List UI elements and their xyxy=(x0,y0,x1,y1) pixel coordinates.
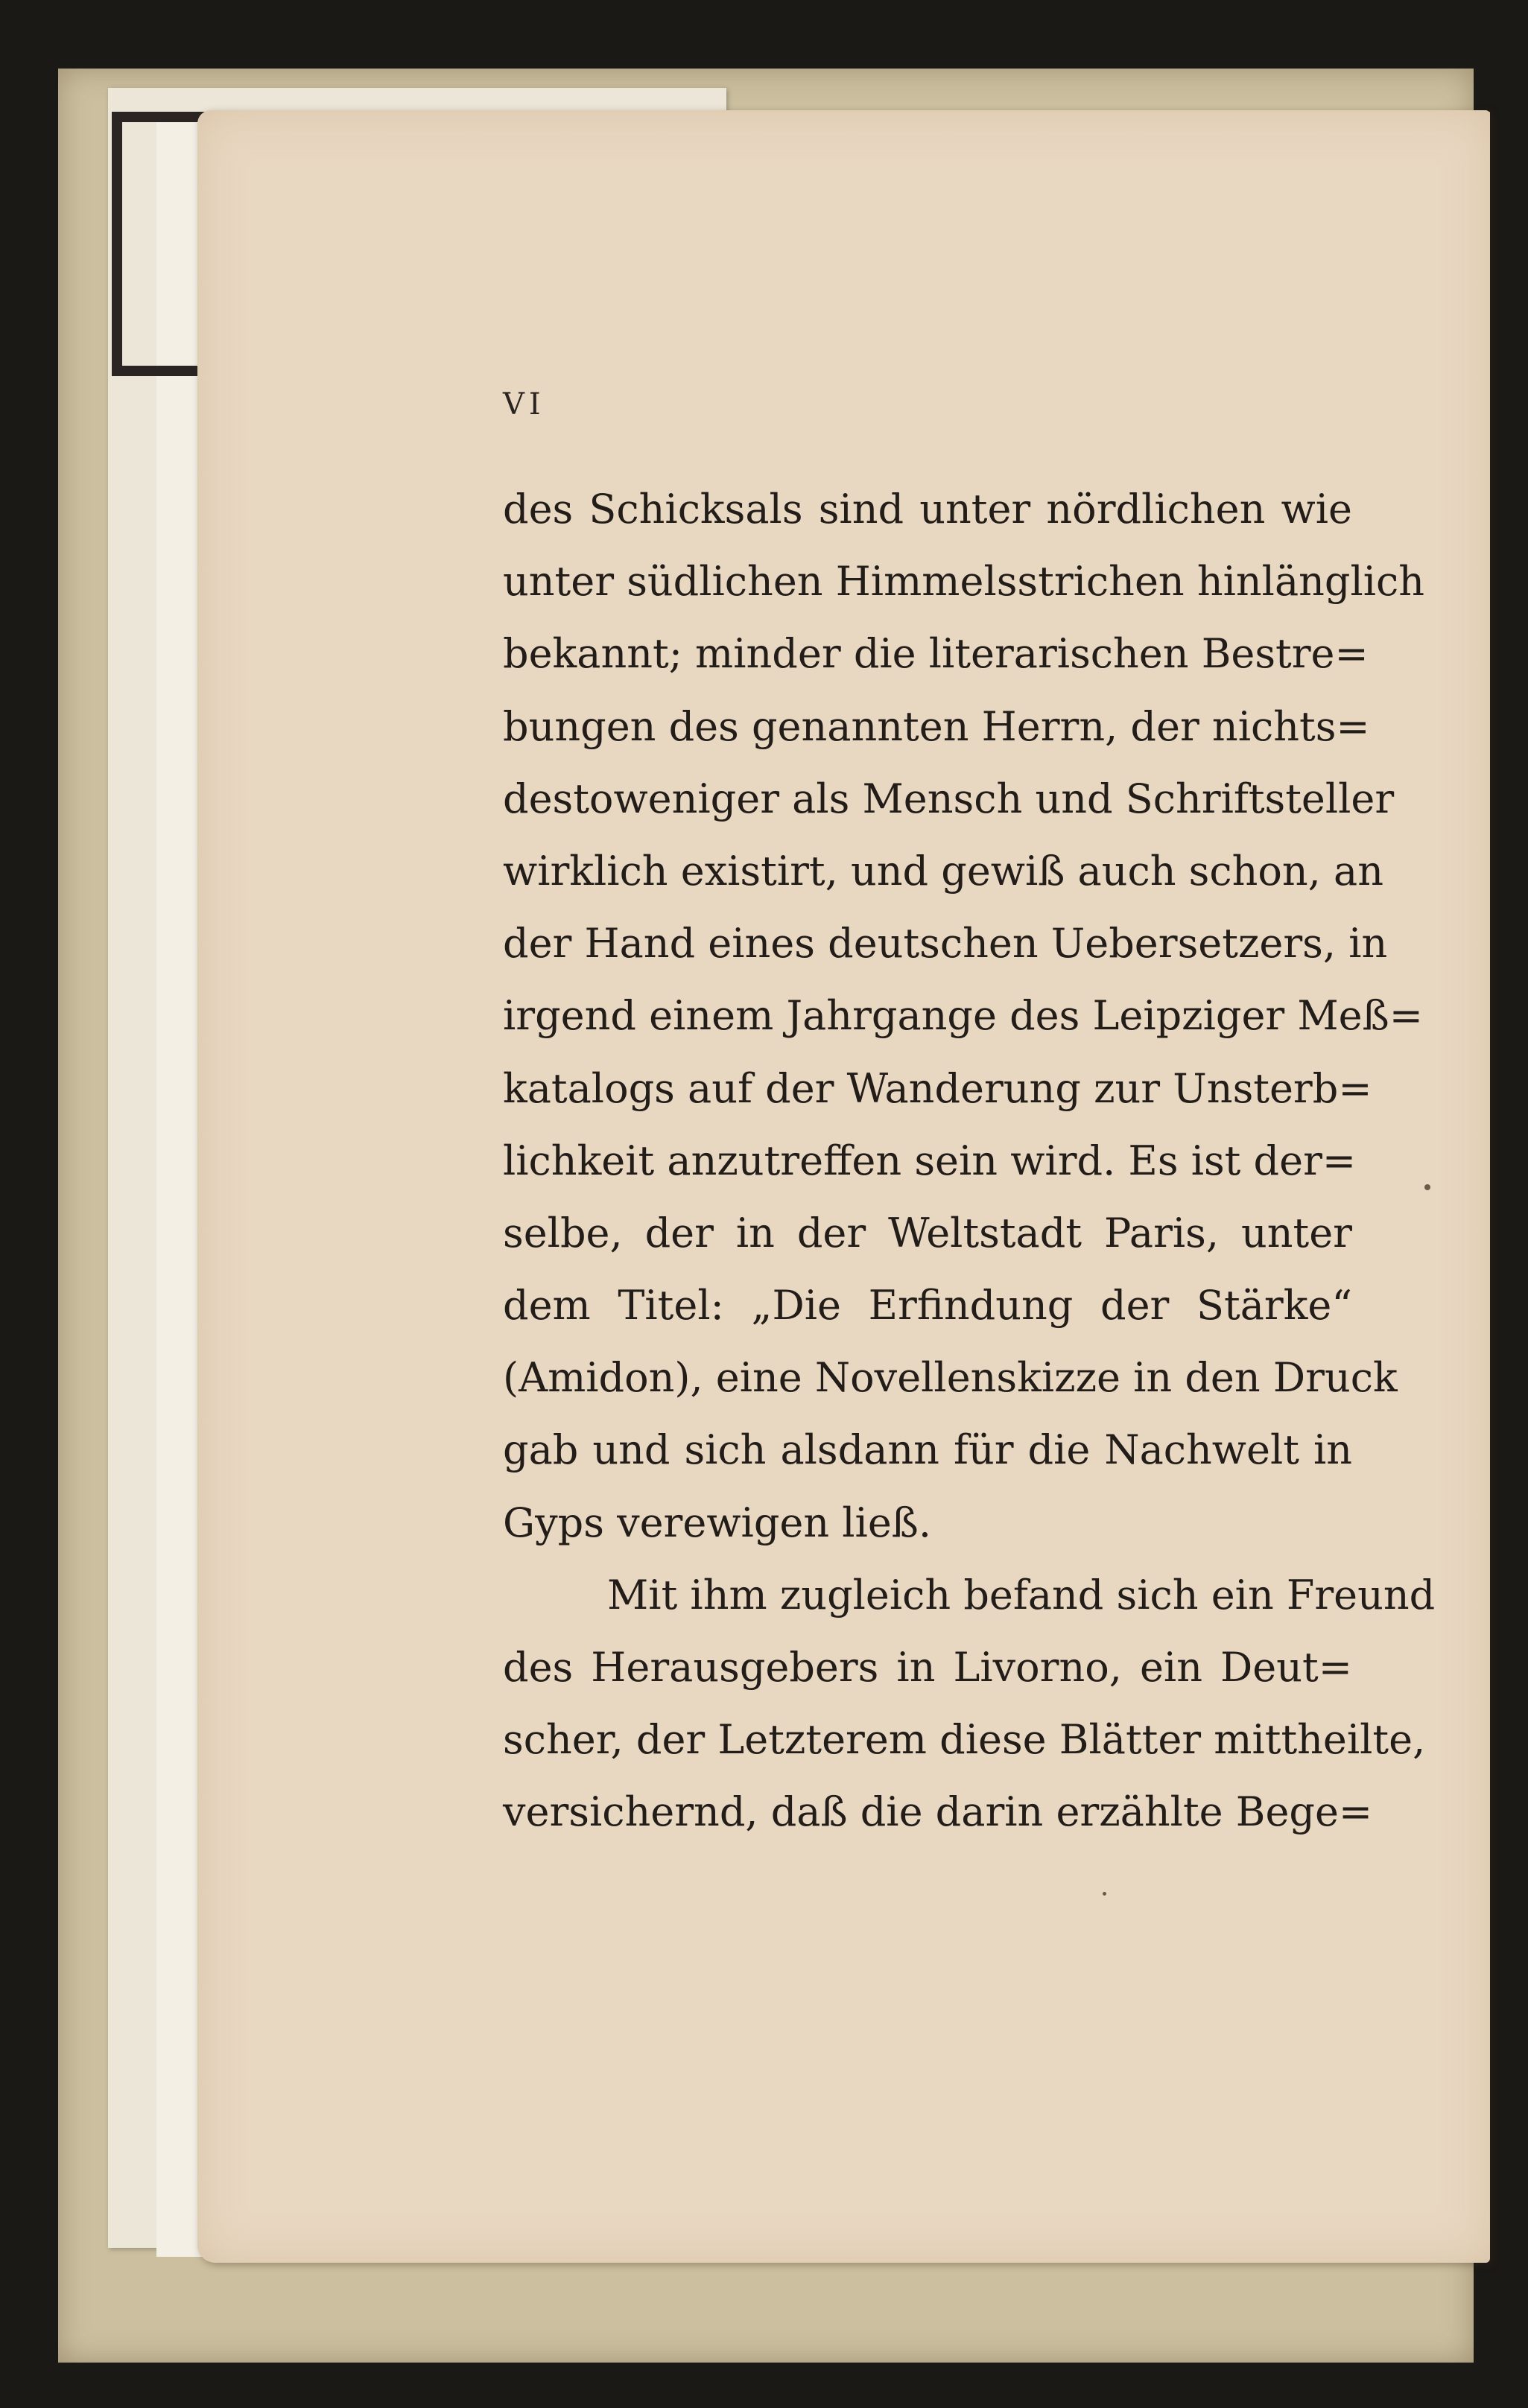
text-line: bungen des genannten Herrn, der nichts= xyxy=(503,702,1370,750)
paper-speck xyxy=(1103,1892,1106,1896)
text-line: irgend einem Jahrgange des Leipziger Meß= xyxy=(503,992,1423,1040)
text-line: des Schicksals sind unter nördlichen wie xyxy=(503,486,1352,533)
text-line: scher, der Letzterem diese Blätter mittheilte, xyxy=(503,1716,1426,1764)
text-line: destoweniger als Mensch und Schriftsteller xyxy=(503,775,1395,822)
text-line: der Hand eines deutschen Uebersetzers, in xyxy=(503,920,1388,968)
text-line: dem Titel: „Die Erfindung der Stärke“ xyxy=(503,1282,1352,1330)
text-line: katalogs auf der Wanderung zur Unsterb= xyxy=(503,1064,1372,1112)
text-line: bekannt; minder die literarischen Bestre= xyxy=(503,630,1369,678)
text-line: unter südlichen Himmelsstrichen hinlänglich xyxy=(503,558,1425,606)
text-line: (Amidon), eine Novellenskizze in den Druck xyxy=(503,1354,1398,1402)
page-number: VI xyxy=(503,387,545,422)
text-line: versichernd, daß die darin erzählte Bege= xyxy=(503,1788,1373,1836)
body-text xyxy=(503,473,1436,1849)
text-line: lichkeit anzutreffen sein wird. Es ist der= xyxy=(503,1137,1357,1184)
text-line: Mit ihm zugleich befand sich ein Freund xyxy=(607,1571,1436,1618)
text-line: gab und sich alsdann für die Nachwelt in xyxy=(503,1426,1352,1474)
text-line: wirklich existirt, und gewiß auch schon, an xyxy=(503,847,1383,895)
paper-speck xyxy=(1424,1184,1430,1190)
text-line: selbe, der in der Weltstadt Paris, unter xyxy=(503,1209,1352,1257)
text-line: des Herausgebers in Livorno, ein Deut= xyxy=(503,1644,1352,1691)
text-line: Gyps verewigen ließ. xyxy=(503,1499,932,1546)
